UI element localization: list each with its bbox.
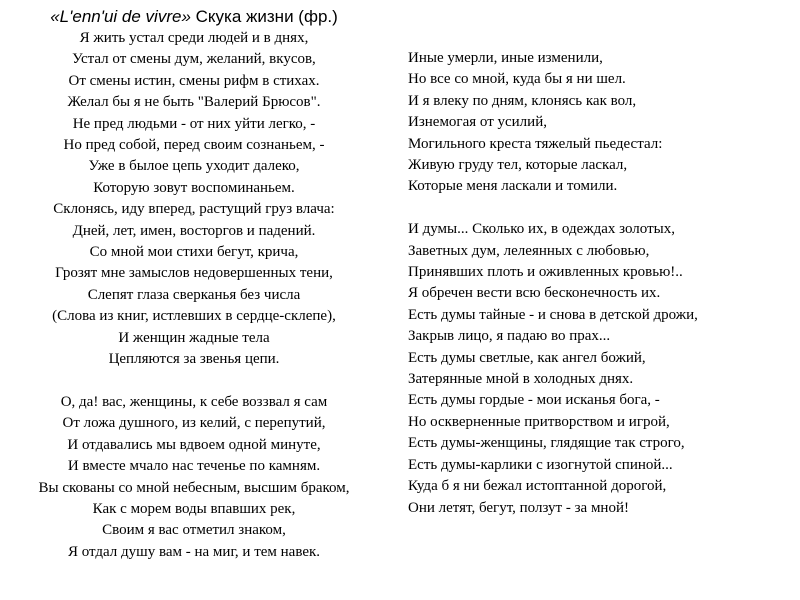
verse-line: Своим я вас отметил знаком,	[102, 522, 286, 539]
verse-line: Закрыв лицо, я падаю во прах...	[408, 328, 611, 345]
verse-line: Желал бы я не быть "Валерий Брюсов".	[67, 94, 321, 111]
verse-line: Которую зовут воспоминаньем.	[93, 179, 295, 196]
verse-line: Цепляются за звенья цепи.	[108, 351, 280, 368]
verse-line: Изнемогая от усилий,	[408, 114, 547, 131]
verse-line: Я обречен вести всю бесконечность их.	[408, 285, 661, 302]
stanza	[0, 28, 388, 371]
poem-title	[0, 6, 388, 28]
verse-line: Не пред людьми - от них уйти легко, -	[72, 115, 316, 132]
verse-line: Заветных дум, лелеянных с любовью,	[408, 242, 650, 259]
verse-line: Уже в былое цепь уходит далеко,	[88, 158, 300, 175]
poem-right-column	[408, 48, 793, 519]
verse-line: Куда б я ни бежал истоптанной дорогой,	[408, 478, 667, 495]
verse-line: Устал от смены дум, желаний, вкусов,	[72, 51, 316, 68]
verse-line: Есть думы-женщины, глядящие так строго,	[408, 435, 685, 452]
verse-line: И я влеку по дням, клонясь как вол,	[408, 92, 637, 109]
verse-line: Принявших плоть и оживленных кровью!..	[408, 264, 683, 281]
verse-line: О, да! вас, женщины, к себе воззвал я сам	[60, 393, 328, 410]
stanza-break	[408, 198, 793, 219]
verse-line: Грозят мне замыслов недовершенных тени,	[55, 265, 333, 282]
verse-line: И отдавались мы вдвоем одной минуте,	[67, 436, 321, 453]
stanza	[0, 392, 388, 563]
verse-line: Вы скованы со мной небесным, высшим браком,	[38, 479, 350, 496]
verse-line: От ложа душного, из келий, с перепутий,	[62, 415, 326, 432]
verse-line: Слепят глаза сверканья без числа	[87, 286, 301, 303]
verse-line: Есть думы светлые, как ангел божий,	[408, 349, 646, 366]
verse-line: Дней, лет, имен, восторгов и падений.	[72, 222, 316, 239]
stanza	[408, 48, 793, 198]
verse-line: Могильного креста тяжелый пьедестал:	[408, 135, 663, 152]
verse-line: Они летят, бегут, ползут - за мной!	[408, 499, 629, 516]
verse-line: Иные умерли, иные изменили,	[408, 50, 603, 66]
verse-line: Затерянные мной в холодных днях.	[408, 371, 634, 388]
verse-line: Я жить устал среди людей и в днях,	[79, 30, 309, 46]
stanza	[408, 219, 793, 519]
poem-left-column	[0, 28, 388, 563]
verse-line: Склонясь, иду вперед, растущий груз влача:	[53, 201, 335, 218]
verse-line: Но пред собой, перед своим сознаньем, -	[63, 137, 325, 154]
verse-line: И женщин жадные тела	[118, 329, 270, 346]
verse-line: Но оскверненные притворством и игрой,	[408, 413, 670, 430]
verse-line: И вместе мчало нас теченье по камням.	[67, 458, 321, 475]
verse-line: Как с морем воды впавших рек,	[92, 500, 296, 517]
poem-title-translation: Скука жизни (фр.)	[190, 7, 338, 26]
verse-line: Есть думы тайные - и снова в детской дрожи,	[408, 306, 698, 323]
verse-line: Есть думы-карлики с изогнутой спиной...	[408, 456, 673, 473]
verse-line: От смены истин, смены рифм в стихах.	[68, 72, 320, 89]
stanza-break	[0, 371, 388, 392]
verse-line: Я отдал душу вам - на миг, и тем навек.	[67, 543, 321, 560]
verse-line: Но все со мной, куда бы я ни шел.	[408, 71, 626, 88]
verse-line: (Слова из книг, истлевших в сердце-склепе),	[52, 308, 336, 325]
verse-line: Есть думы гордые - мои исканья бога, -	[408, 392, 660, 409]
verse-line: Со мной мои стихи бегут, крича,	[89, 244, 299, 261]
verse-line: Живую груду тел, которые ласкал,	[408, 157, 628, 174]
poem-title-original: «L'enn'ui de vivre»	[50, 7, 191, 26]
verse-line: Которые меня ласкали и томили.	[408, 178, 618, 195]
verse-line: И думы... Сколько их, в одеждах золотых,	[408, 221, 675, 238]
